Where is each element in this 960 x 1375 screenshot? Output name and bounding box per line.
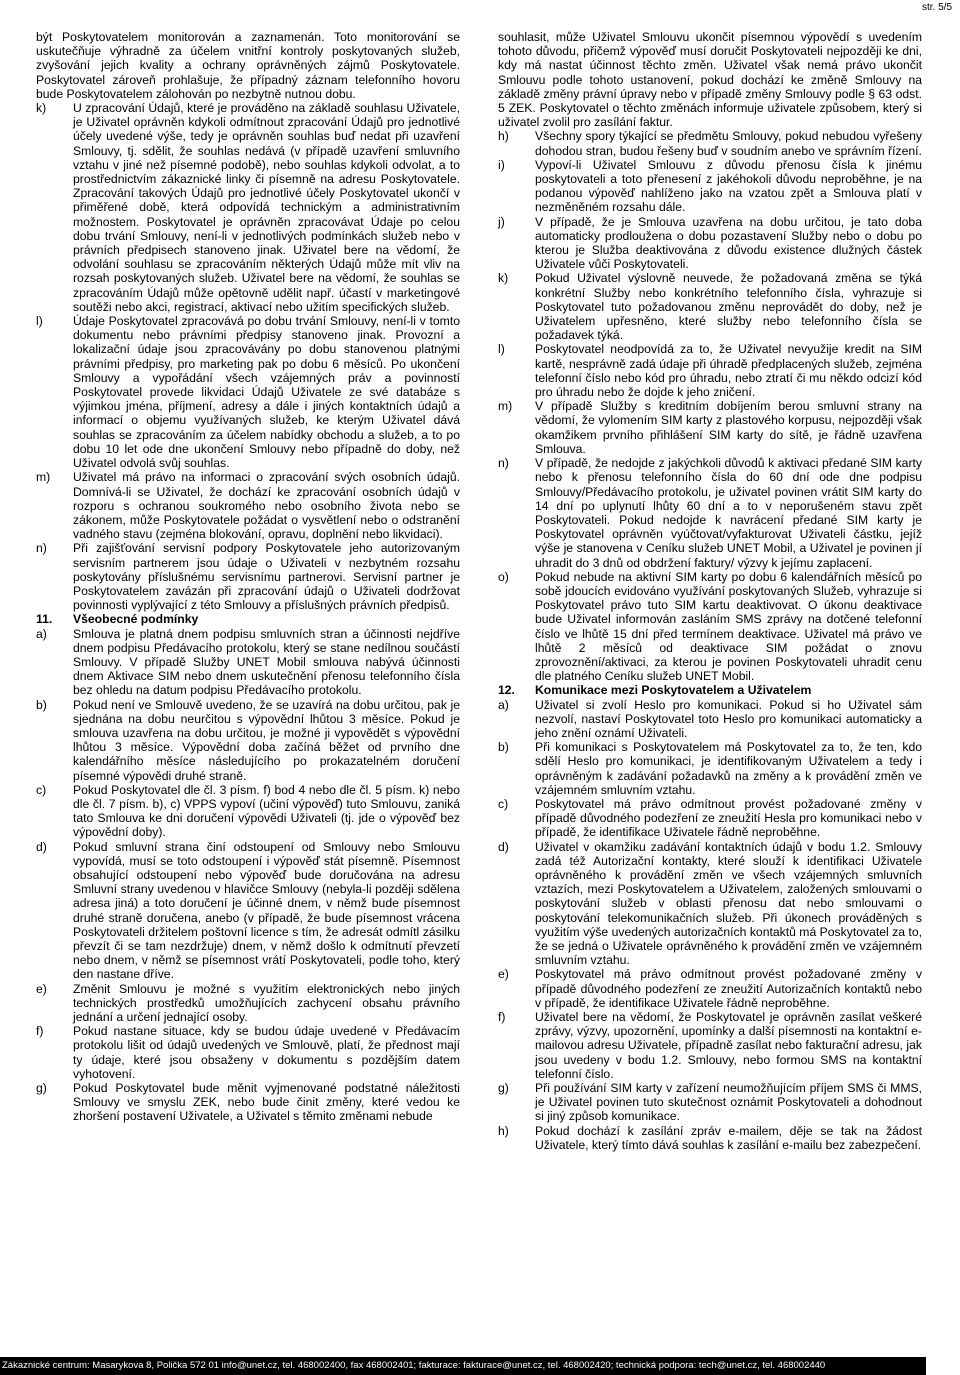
list-item-11n: n) V případě, že nedojde z jakýchkoli důvodů k aktivaci předané SIM karty nebo k přenosu telefonního čísla do 60 dní ode dne podpisu Smlouvy/Předávacího protokolu, je uživatel povinen vrátit SIM karty do 14 dní po uplynutí lhůty 60 dní a to v neporušeném stavu zpět Poskytovateli. Pokud nedojde k navrácení předané SIM karty je Poskytovatel oprávněn vyúčtovat/vyfakturovat Uživateli částku, jejíž výše je stanovena v Ceníku služeb UNET Mobil, a Uživatel je povinen jí uhradit do 3 dnů od obdržení faktury/ výzvy k jejímu zaplacení.: [498, 456, 922, 570]
continued-paragraph: být Poskytovatelem monitorován a zaznamenán. Toto monitorování se uskutečňuje výhradně za účelem vnitřní kontroly poskytovaných služeb, zvyšování jejich kvality a ochrany oprávněných zájmů Poskytovatele. Poskytovatel zároveň prohlašuje, že případný záznam telefonního hovoru bude Poskytovatelem zálohován po nezbytně nutnou dobu.: [36, 30, 460, 101]
list-item-12c: c) Poskytovatel má právo odmítnout provést požadované změny v případě důvodného podezření ze zneužití Hesla pro komunikaci nebo v případě, že identifikace Uživatele řádně neproběhne.: [498, 796, 922, 840]
continued-paragraph-right: souhlasit, může Uživatel Smlouvu ukončit písemnou výpovědí s uvedením tohoto důvodu, přičemž výpověď musí doručit Poskytovateli nejpozději ke dni, kdy má nastat účinnost těchto změn. Uživatel však nemá právo ukončit Smlouvu podle tohoto ustanovení, pokud dochází ke změně Smlouvy na základě změny právní úpravy nebo v případě změny Smlouvy podle § 63 odst. 5 ZEK. Poskytovatel o těchto změnách informuje uživatele způsobem, který si uživatel zvolil pro zasílání faktur.: [498, 30, 922, 130]
list-item-12f: f) Uživatel bere na vědomí, že Poskytovatel je oprávněn zasílat veškeré zprávy, výzvy, upozornění, upomínky a další písemnosti na kontaktní e-mailovou adresu Uživatele, případně zasílat nebo fakturační adresu, jak jsou uvedeny v bodu 1.2. Smlouvy, nebo formou SMS na kontaktní telefonní číslo.: [498, 1010, 922, 1081]
section-heading-11: 11. Všeobecné podmínky: [36, 612, 199, 627]
list-item-11g: g) Pokud Poskytovatel bude měnit vyjmenované podstatné náležitosti Smlouvy ve smyslu ZEK, nebo bude činit změny, které vedou ke zhoršení postavení Uživatele, a Uživatel s těmito změnami nebude: [36, 1081, 460, 1124]
section-heading-12: 12. Komunikace mezi Poskytovatelem a Uživatelem: [498, 683, 812, 698]
left-column: [36, 30, 460, 1124]
list-item-12a: a) Uživatel si zvolí Heslo pro komunikaci. Pokud si ho Uživatel sám nezvolí, nastaví Poskytovatel toto Heslo pro komunikaci automaticky a jeho znění oznámí Uživateli.: [498, 697, 922, 740]
list-item-11b: b) Pokud není ve Smlouvě uvedeno, že se uzavírá na dobu určitou, pak je sjednána na dobu neurčitou s výpovědní lhůtou 3 měsíce. Pokud je smlouva uzavřena na dobu určitou, je možné ji vypovědět s výpovědní lhůtou 3 měsíce. Výpovědní doba začíná běžet od prvního dne kalendářního měsíce následujícího po prokazatelném doručení písemné výpovědi druhé straně.: [36, 697, 460, 783]
list-item-11h: h) Všechny spory týkající se předmětu Smlouvy, pokud nebudou vyřešeny dohodou stran, budou řešeny buď v soudním anebo ve správním řízení.: [498, 129, 922, 158]
list-item-11o: o) Pokud nebude na aktivní SIM karty po dobu 6 kalendářních měsíců po sobě jdoucích evidováno využívání poskytovaných Služeb, vyhrazuje si Poskytovatel právo tuto SIM kartu deaktivovat. O úkonu deaktivace bude Uživatel informován zasláním SMS zprávy na dotčené telefonní číslo ve lhůtě 15 dní před termínem deaktivace. Uživatel má právo ve lhůtě 2 měsíců od deaktivace SIM požádat o znovu zprovoznění/aktivaci, za kterou je povinen Poskytovateli uhradit cenu dle platného Ceníku služeb UNET Mobil.: [498, 569, 922, 684]
list-item-n: n) Při zajišťování servisní podpory Poskytovatele jeho autorizovaným servisním partnerem jsou údaje o Uživateli v nezbytném rozsahu poskytovány příslušnému servisnímu partnerovi. Servisní partner je Poskytovatelem zavázán při zpracování údajů o Uživateli dodržovat povinnosti vyplývající z této Smlouvy a příslušných právních předpisů.: [36, 541, 460, 613]
page-number: str. 5/5: [921, 2, 952, 13]
list-item-12b: b) Při komunikaci s Poskytovatelem má Poskytovatel za to, že ten, kdo sdělí Heslo pro komunikaci, je identifikovaným Uživatelem a tedy i oprávněným k zadávání požadavků na změny a k provádění změn ve vzájemném smluvním vztahu.: [498, 740, 922, 797]
list-item-11l: l) Poskytovatel neodpovídá za to, že Uživatel nevyužije kredit na SIM kartě, nesprávně zadá údaje při úhradě předplacených služeb, zejména telefonní číslo nebo kód pro úhradu, nebo ztratí či mu někdo odcizí kód pro úhradu nebo že dojde k jeho zničení.: [498, 342, 922, 400]
right-column: [498, 30, 922, 1152]
list-item-k: k) U zpracování Údajů, které je prováděno na základě souhlasu Uživatele, je Uživatel oprávněn kdykoli odmítnout zpracování Údajů pro jednotlivé účely uvedené výše, tedy je oprávněn souhlas buď nedat při uzavření Smlouvy, tj. sdělit, že souhlas nedává (v případě uzavření smluvního vztahu v jiné než písemné podobě), nebo souhlas kdykoli odvolat, a to prostřednictvím zákaznické linky či písemně na adresu Poskytovatele. Zpracování takových Údajů pro jednotlivé účely Poskytovatel ukončí v přiměřené době, která odpovídá technickým a administrativním možnostem. Poskytovatel je oprávněn zpracovávat Údaje po celou dobu trvání Smlouvy, není-li v jednotlivých podmínkách služeb nebo v právních předpisech stanoveno jinak. Uživatel bere na vědomí, že odvolání souhlasu se zpracováním některých Údajů může mít vliv na rozsah poskytovaných služeb. Uživatel bere na vědomí, že souhlas se zpracováním Údajů může opětovně udělit např. účastí v marketingové soutěži nebo akci, registrací, aktivací nebo užitím specifických služeb.: [36, 101, 460, 314]
list-item-11j: j) V případě, že je Smlouva uzavřena na dobu určitou, je tato doba automaticky prodloužena o dobu pozastavení Služby nebo o dobu po kterou je Služba deaktivována z důvodu existence dlužných částek Uživatele vůči Poskytovateli.: [498, 214, 922, 272]
list-item-11a: a) Smlouva je platná dnem podpisu smluvních stran a účinnosti nejdříve dnem podpisu Předávacího protokolu, který se stane nedílnou součástí Smlouvy. V případě Služby UNET Mobil smlouva nabývá účinnosti dnem Aktivace SIM nebo dnem uskutečnění přenosu telefonního čísla bez ohledu na datum podpisu Předávacího protokolu.: [36, 626, 460, 698]
list-item-11m: m) V případě Služby s kreditním dobíjením berou smluvní strany na vědomí, že vylomením SIM karty z plastového korpusu, nejpozději však okamžikem prvního přihlášení SIM karty do sítě, je řádně uzavřena Smlouva.: [498, 399, 922, 456]
list-item-12g: g) Při používání SIM karty v zařízení neumožňujícím příjem SMS či MMS, je Uživatel povinen tuto skutečnost oznámit Poskytovateli a dohodnout si jiný způsob komunikace.: [498, 1081, 922, 1124]
list-item-12h: h) Pokud dochází k zasílání zpráv e-mailem, děje se tak na žádost Uživatele, který tímto dává souhlas k zasílání e-mailu bez zabezpečení.: [498, 1123, 922, 1152]
list-item-11k: k) Pokud Uživatel výslovně neuvede, že požadovaná změna se týká konkrétní Služby nebo konkrétního telefonního čísla, vyhrazuje si Poskytovatel tuto požadovanou změnu neprovádět do doby, než je Uživatelem upřesněno, které služby nebo telefonního čísla se požadavek týká.: [498, 271, 922, 343]
footer-contact-bar: Zákaznické centrum: Masarykova 8, Polička 572 01 info@unet.cz, tel. 468002400, fax 468002401; fakturace: fakturace@unet.cz, tel. 468002420; technická podpora: tech@unet.cz, tel. 468002440: [0, 1357, 926, 1375]
list-item-11f: f) Pokud nastane situace, kdy se budou údaje uvedené v Předávacím protokolu lišit od údajů uvedených ve Smlouvě, platí, že přednost mají ty údaje, které jsou obsaženy v dokumentu s pozdějším datem vyhotovení.: [36, 1024, 460, 1081]
list-item-m: m) Uživatel má právo na informaci o zpracování svých osobních údajů. Domnívá-li se Uživatel, že dochází ke zpracování osobních údajů v rozporu s ochranou soukromého nebo osobního života nebo se zákonem, může Poskytovatele požádat o vysvětlení nebo o odstranění vadného stavu (zejména blokování, opravu, doplnění nebo likvidaci).: [36, 470, 460, 542]
list-item-l: l) Údaje Poskytovatel zpracovává po dobu trvání Smlouvy, není-li v tomto dokumentu nebo právními předpisy stanoveno jinak. Provozní a lokalizační údaje jsou zpracovávány po dobu stanovenou platnými právními předpisy, pro marketing pak po dobu 6 měsíců. Po ukončení Smlouvy a vypořádání všech vzájemných práv a povinností Poskytovatel provede likvidaci Údajů Uživatele ze své databáze s výjimkou jména, příjmení, adresy a dále i jiných kontaktních údajů a informací o objemu využívaných služeb, ke kterým Uživatel dává souhlas se zpracováním za účelem nabídky obchodu a služeb, a to po dobu 10 let ode dne ukončení Smlouvy nebo případně do doby, než Uživatel odvolá svůj souhlas.: [36, 314, 460, 471]
list-item-12e: e) Poskytovatel má právo odmítnout provést požadované změny v případě důvodného podezření ze zneužití Autorizačních kontaktů nebo v případě, že identifikace Uživatele řádně neproběhne.: [498, 967, 922, 1010]
list-item-11c: c) Pokud Poskytovatel dle čl. 3 písm. f) bod 4 nebo dle čl. 5 písm. k) nebo dle čl. 7 písm. b), c) VPPS vypoví (učiní výpověď) tuto Smlouvu, zaniká tato Smlouva ke dni doručení výpovědi Uživateli (tj. jde o výpověď bez výpovědní doby).: [36, 782, 460, 840]
list-item-11i: i) Vypoví-li Uživatel Smlouvu z důvodu přenosu čísla k jinému poskytovateli a toto přenesení z jakéhokoli důvodu neproběhne, je na podanou výpověď nahlíženo jako na vzatou zpět a Smlouva platí v nezměněném rozsahu dále.: [498, 157, 922, 215]
list-item-12d: d) Uživatel v okamžiku zadávání kontaktních údajů v bodu 1.2. Smlouvy zadá též Autorizační kontakty, které slouží k identifikaci Uživatele oprávněného k provádění změn ve všech vzájemných smluvních vztazích, mezi Poskytovatelem a Uživatelem, založených smlouvami o poskytování služeb v oblasti přenosu dat nebo smlouvami o poskytování telekomunikačních služeb. Při úkonech prováděných s využitím výše uvedených autorizačních kontaktů má Poskytovatel za to, že se jedná o Uživatele oprávněného k provádění změn ve vzájemném smluvním vztahu.: [498, 839, 922, 968]
list-item-11e: e) Změnit Smlouvu je možné s využitím elektronických nebo jiných technických prostředků umožňujících zachycení obsahu právního jednání a určení jednající osoby.: [36, 981, 460, 1025]
list-item-11d: d) Pokud smluvní strana činí odstoupení od Smlouvy nebo Smlouvu vypovídá, musí se toto odstoupení i výpověď stát písemně. Písemnost obsahující odstoupení nebo výpověď bude doručována na adresu Smluvní strany uvedenou v hlavičce Smlouvy (nebyla-li později sdělena adresa jiná) a toto doručení je účinné dnem, v němž bude písemnost druhé straně doručena, anebo (v případě, že bude písemnost vrácena Poskytovateli držitelem poštovní licence s tím, že adresát odmítl zásilku převzít či se tam nezdržuje) dnem, v němž došlo k odmítnutí převzetí nebo dnem, v němž se písemnost vrátí Poskytovateli, podle toho, který den nastane dříve.: [36, 839, 460, 982]
